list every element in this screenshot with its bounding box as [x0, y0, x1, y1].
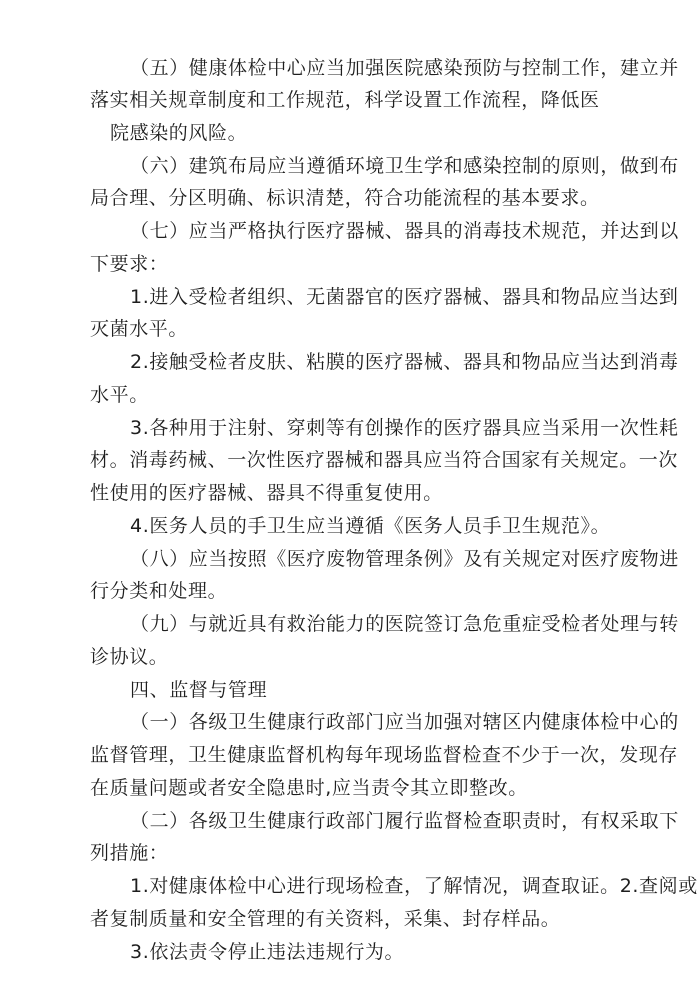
text-line: （一）各级卫生健康行政部门应当加强对辖区内健康体检中心的: [130, 711, 679, 733]
text-line: 诊协议。: [90, 646, 169, 668]
text-line: （二）各级卫生健康行政部门履行监督检查职责时，有权采取下: [130, 810, 679, 832]
text-line: （八）应当按照《医疗废物管理条例》及有关规定对医疗废物进: [130, 548, 679, 570]
section-heading: 四、监督与管理: [130, 679, 268, 701]
text-line: 1.对健康体检中心进行现场检查，了解情况，调查取证。2.查阅或: [130, 875, 698, 897]
text-line: 4.医务人员的手卫生应当遵循《医务人员手卫生规范》。: [130, 515, 611, 537]
text-line: （五）健康体检中心应当加强医院感染预防与控制工作，建立并: [130, 57, 679, 79]
text-line: （七）应当严格执行医疗器械、器具的消毒技术规范，并达到以: [130, 220, 679, 242]
text-line: 者复制质量和安全管理的有关资料，采集、封存样品。: [90, 908, 561, 930]
text-line: （九）与就近具有救治能力的医院签订急危重症受检者处理与转: [130, 613, 679, 635]
text-line: （六）建筑布局应当遵循环境卫生学和感染控制的原则，做到布: [130, 155, 679, 177]
text-line: 灭菌水平。: [90, 318, 189, 340]
text-line: 2.接触受检者皮肤、粘膜的医疗器械、器具和物品应当达到消毒: [130, 351, 679, 373]
text-line: 下要求：: [90, 253, 169, 275]
text-line: 监督管理，卫生健康监督机构每年现场监督检查不少于一次，发现存: [90, 744, 679, 766]
text-line: 材。消毒药械、一次性医疗器械和器具应当符合国家有关规定。一次: [90, 449, 679, 471]
text-line: 院感染的风险。: [110, 122, 248, 144]
text-line: 1.进入受检者组织、无菌器官的医疗器械、器具和物品应当达到: [130, 286, 679, 308]
text-line: 落实相关规章制度和工作规范，科学设置工作流程，降低医: [90, 89, 600, 111]
text-line: 3.依法责令停止违法违规行为。: [130, 941, 405, 963]
text-line: 局合理、分区明确、标识清楚，符合功能流程的基本要求。: [90, 187, 600, 209]
text-line: 行分类和处理。: [90, 580, 228, 602]
text-line: 3.各种用于注射、穿刺等有创操作的医疗器具应当采用一次性耗: [130, 417, 679, 439]
text-line: 性使用的医疗器械、器具不得重复使用。: [90, 482, 443, 504]
text-line: 在质量问题或者安全隐患时,应当责令其立即整改。: [90, 777, 528, 799]
text-line: 列措施：: [90, 842, 169, 864]
text-line: 水平。: [90, 384, 149, 406]
